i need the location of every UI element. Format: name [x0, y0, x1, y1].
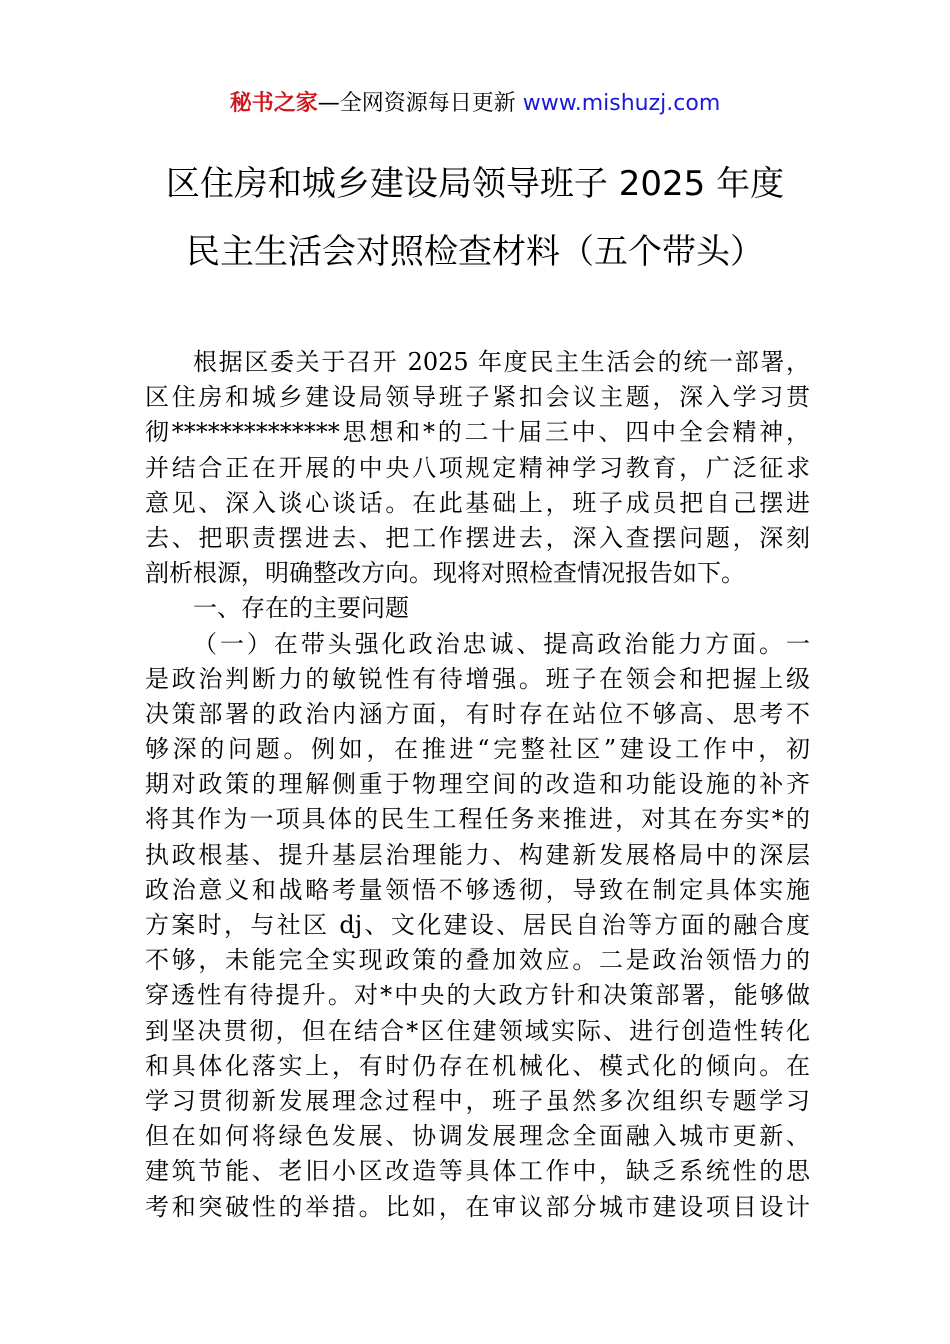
document-title-line-2: 民主生活会对照检查材料（五个带头）	[186, 232, 764, 272]
body-text-line: 一、存在的主要问题	[193, 594, 409, 623]
body-text-line: 区住房和城乡建设局领导班子紧扣会议主题，深入学习贯	[145, 383, 810, 412]
body-text-line: 决策部署的政治内涵方面，有时存在站位不够高、思考不	[145, 699, 810, 728]
body-text-line: 但在如何将绿色发展、协调发展理念全面融入城市更新、	[145, 1122, 810, 1151]
header-tagline: —全网资源每日更新	[317, 91, 523, 116]
body-text-line: 方案时，与社区 dj、文化建设、居民自治等方面的融合度	[145, 911, 810, 939]
body-text-line: 学习贯彻新发展理念过程中，班子虽然多次组织专题学习	[145, 1086, 810, 1115]
body-text-line: 和具体化落实上，有时仍存在机械化、模式化的倾向。在	[145, 1051, 810, 1080]
body-text-line: 剖析根源，明确整改方向。现将对照检查情况报告如下。	[145, 559, 745, 588]
brand-name: 秘书之家	[229, 91, 318, 116]
body-text-line: 期对政策的理解侧重于物理空间的改造和功能设施的补齐	[145, 770, 810, 799]
body-text-line: 考和突破性的举措。比如，在审议部分城市建设项目设计	[145, 1192, 810, 1221]
body-text-line: （一）在带头强化政治忠诚、提高政治能力方面。一	[193, 629, 810, 658]
body-text-line: 根据区委关于召开 2025 年度民主生活会的统一部署，	[193, 348, 810, 376]
body-text-line: 去、把职责摆进去、把工作摆进去，深入查摆问题，深刻	[145, 523, 810, 552]
site-link[interactable]: www.mishuzj.com	[522, 91, 721, 116]
document-title-line-1: 区住房和城乡建设局领导班子 2025 年度	[165, 164, 785, 204]
body-text-line: 意见、深入谈心谈话。在此基础上，班子成员把自己摆进	[145, 488, 810, 517]
body-text-line: 穿透性有待提升。对*中央的大政方针和决策部署，能够做	[145, 981, 810, 1010]
body-text-line: 执政根基、提升基层治理能力、构建新发展格局中的深层	[145, 840, 810, 869]
body-text-line: 彻**************思想和*的二十届三中、四中全会精神，	[145, 418, 810, 447]
body-text-line: 政治意义和战略考量领悟不够透彻，导致在制定具体实施	[145, 875, 810, 904]
body-text-line: 是政治判断力的敏锐性有待增强。班子在领会和把握上级	[145, 664, 810, 693]
body-text-line: 并结合正在开展的中央八项规定精神学习教育，广泛征求	[145, 453, 810, 482]
body-text-line: 将其作为一项具体的民生工程任务来推进，对其在夯实*的	[145, 805, 810, 834]
body-text-line: 不够，未能完全实现政策的叠加效应。二是政治领悟力的	[145, 946, 810, 975]
body-text-line: 建筑节能、老旧小区改造等具体工作中，缺乏系统性的思	[145, 1157, 810, 1186]
body-text-line: 到坚决贯彻，但在结合*区住建领域实际、进行创造性转化	[145, 1016, 810, 1045]
body-text-line: 够深的问题。例如，在推进“完整社区”建设工作中，初	[145, 735, 810, 764]
document-body	[145, 345, 810, 1225]
site-header	[0, 86, 950, 122]
